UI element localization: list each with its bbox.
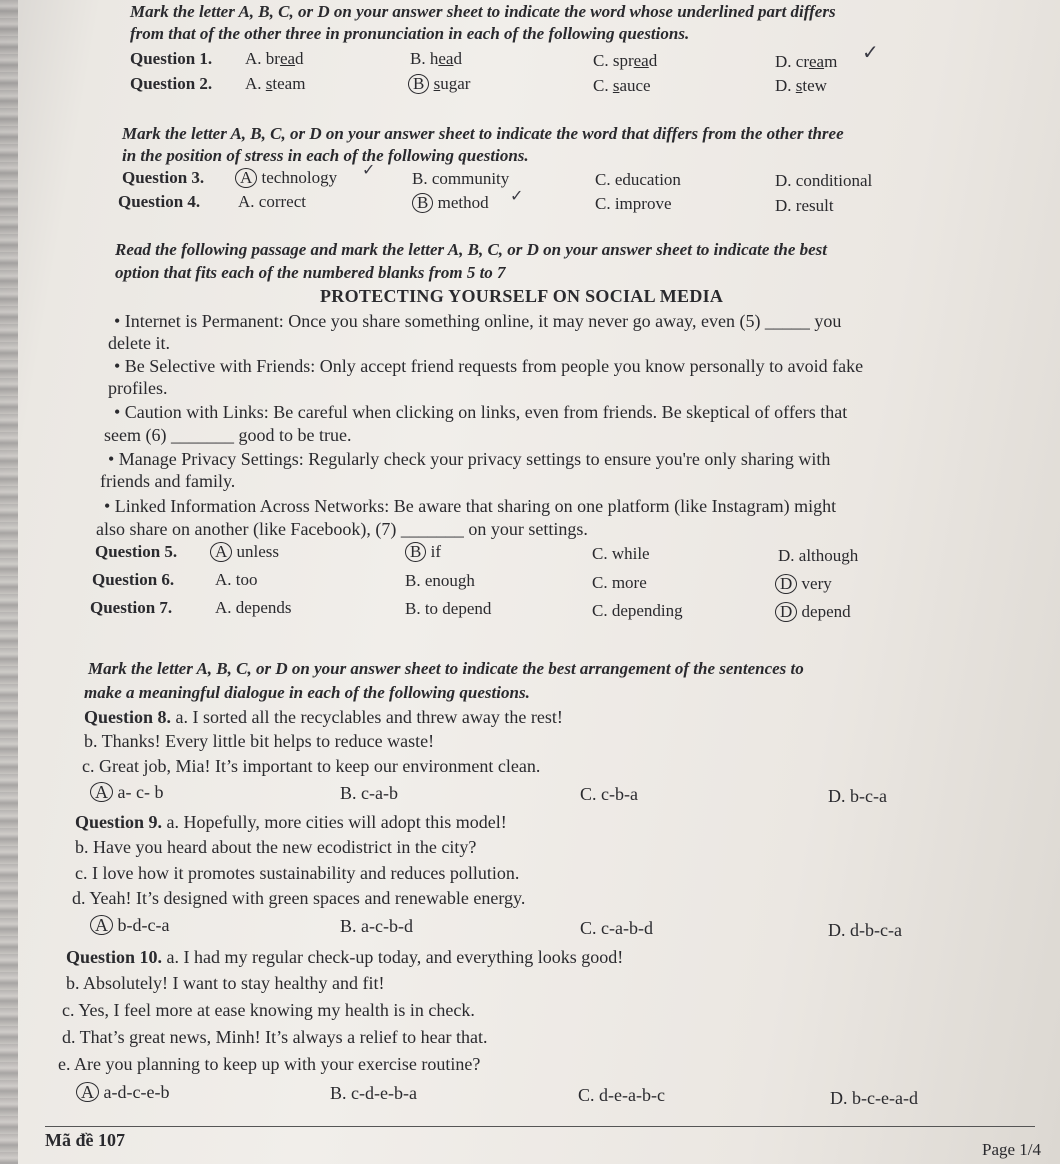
q1-option-b: B. head (410, 49, 462, 68)
q7-label: Question 7. (90, 598, 173, 617)
q4-label: Question 4. (118, 192, 201, 211)
q6-option-b: B. enough (405, 571, 475, 590)
section4-instruction-line1: Mark the letter A, B, C, or D on your answer sheet to indicate the best arrangement of the sentences to (88, 659, 804, 678)
q1-option-d: D. cream (775, 52, 838, 71)
q1-label: Question 1. (130, 49, 213, 68)
q8-option-b: B. c-a-b (340, 783, 398, 803)
q9-option-c: C. c-a-b-d (580, 918, 653, 938)
q9-option-b: B. a-c-b-d (340, 916, 413, 936)
q6-option-a: A. too (215, 570, 258, 589)
q7-option-d: D depend (775, 602, 851, 622)
passage-p1-line1: • Internet is Permanent: Once you share something online, it may never go away, even (5) _____ you (114, 311, 842, 331)
q8-option-c: C. c-b-a (580, 784, 638, 804)
q8-sentence-c: c. Great job, Mia! It’s important to keep our environment clean. (82, 756, 541, 776)
q10-sentence-b: b. Absolutely! I want to stay healthy and fit! (66, 973, 385, 993)
q9-sentence-d: d. Yeah! It’s designed with green spaces and renewable energy. (72, 888, 526, 908)
q7-option-c: C. depending (592, 601, 683, 620)
q3-option-a: A technology (235, 168, 337, 188)
q7-option-b: B. to depend (405, 599, 492, 618)
q6-option-d: D very (775, 574, 832, 594)
q8-sentence-b: b. Thanks! Every little bit helps to reduce waste! (84, 731, 435, 751)
q5-option-b: B if (405, 542, 441, 562)
q10-option-d: D. b-c-e-a-d (830, 1088, 918, 1108)
exam-code: Mã đề 107 (45, 1130, 125, 1150)
q8-sentence-a: Question 8. a. I sorted all the recyclables and threw away the rest! (84, 707, 563, 727)
q2-option-d: D. stew (775, 76, 827, 95)
page-number: Page 1/4 (982, 1140, 1042, 1159)
q6-label: Question 6. (92, 570, 175, 589)
check-mark-q1: ✓ (862, 40, 879, 64)
passage-title: PROTECTING YOURSELF ON SOCIAL MEDIA (320, 286, 724, 306)
section1-instruction-line2: from that of the other three in pronunciation in each of the following questions. (130, 24, 690, 43)
q7-option-a: A. depends (215, 598, 292, 617)
q1-option-a: A. bread (245, 49, 304, 68)
q8-option-d: D. b-c-a (828, 786, 887, 806)
passage-p3-line2: seem (6) _______ good to be true. (104, 425, 352, 445)
section4-instruction-line2: make a meaningful dialogue in each of the following questions. (84, 683, 530, 702)
section2-instruction-line1: Mark the letter A, B, C, or D on your answer sheet to indicate the word that differs from the other three (122, 124, 844, 143)
q10-option-b: B. c-d-e-b-a (330, 1083, 417, 1103)
check-mark-q3: ✓ (362, 160, 376, 179)
q2-label: Question 2. (130, 74, 213, 93)
q5-label: Question 5. (95, 542, 178, 561)
q10-sentence-c: c. Yes, I feel more at ease knowing my health is in check. (62, 1000, 475, 1020)
check-mark-q4: ✓ (510, 186, 524, 205)
q9-option-d: D. d-b-c-a (828, 920, 902, 940)
passage-p2-line1: • Be Selective with Friends: Only accept friend requests from people you know personally to avoid fake (114, 356, 864, 376)
notebook-binding (0, 0, 18, 1164)
q10-option-a: A a-d-c-e-b (76, 1082, 169, 1103)
q4-option-c: C. improve (595, 194, 672, 213)
q8-option-a: A a- c- b (90, 782, 163, 803)
q4-option-a: A. correct (238, 192, 306, 211)
q5-option-d: D. although (778, 546, 859, 565)
q1-option-c: C. spread (593, 51, 658, 70)
q10-sentence-a: Question 10. a. I had my regular check-up today, and everything looks good! (66, 947, 624, 967)
passage-p5-line1: • Linked Information Across Networks: Be aware that sharing on one platform (like Instagram) might (104, 496, 837, 516)
q6-option-c: C. more (592, 573, 647, 592)
section3-instruction-line2: option that fits each of the numbered blanks from 5 to 7 (115, 263, 506, 282)
passage-p4-line2: friends and family. (100, 471, 236, 491)
section1-instruction-line1: Mark the letter A, B, C, or D on your answer sheet to indicate the word whose underlined part differs (130, 2, 836, 21)
footer-divider (45, 1126, 1035, 1127)
q9-sentence-c: c. I love how it promotes sustainability and reduces pollution. (75, 863, 520, 883)
q2-option-b: B sugar (408, 74, 470, 94)
q2-option-a: A. steam (245, 74, 306, 93)
passage-p1-line2: delete it. (108, 333, 170, 353)
q4-option-b: B method (412, 193, 489, 213)
q9-sentence-b: b. Have you heard about the new ecodistrict in the city? (75, 837, 477, 857)
q3-option-c: C. education (595, 170, 681, 189)
q5-option-c: C. while (592, 544, 650, 563)
q10-option-c: C. d-e-a-b-c (578, 1085, 665, 1105)
section2-instruction-line2: in the position of stress in each of the following questions. (122, 146, 529, 165)
passage-p2-line2: profiles. (108, 378, 168, 398)
q3-option-d: D. conditional (775, 171, 873, 190)
q3-label: Question 3. (122, 168, 205, 187)
section3-instruction-line1: Read the following passage and mark the letter A, B, C, or D on your answer sheet to indicate the best (115, 240, 827, 259)
q3-option-b: B. community (412, 169, 510, 188)
q10-sentence-e: e. Are you planning to keep up with your exercise routine? (58, 1054, 481, 1074)
q10-sentence-d: d. That’s great news, Minh! It’s always a relief to hear that. (62, 1027, 488, 1047)
q4-option-d: D. result (775, 196, 834, 215)
q9-option-a: A b-d-c-a (90, 915, 169, 936)
q2-option-c: C. sauce (593, 76, 651, 95)
passage-p3-line1: • Caution with Links: Be careful when clicking on links, even from friends. Be skeptical of offers that (114, 402, 848, 422)
q5-option-a: A unless (210, 542, 279, 562)
q9-sentence-a: Question 9. a. Hopefully, more cities will adopt this model! (75, 812, 507, 832)
passage-p4-line1: • Manage Privacy Settings: Regularly check your privacy settings to ensure you're only sharing with (108, 449, 831, 469)
passage-p5-line2: also share on another (like Facebook), (7) _______ on your settings. (96, 519, 588, 539)
